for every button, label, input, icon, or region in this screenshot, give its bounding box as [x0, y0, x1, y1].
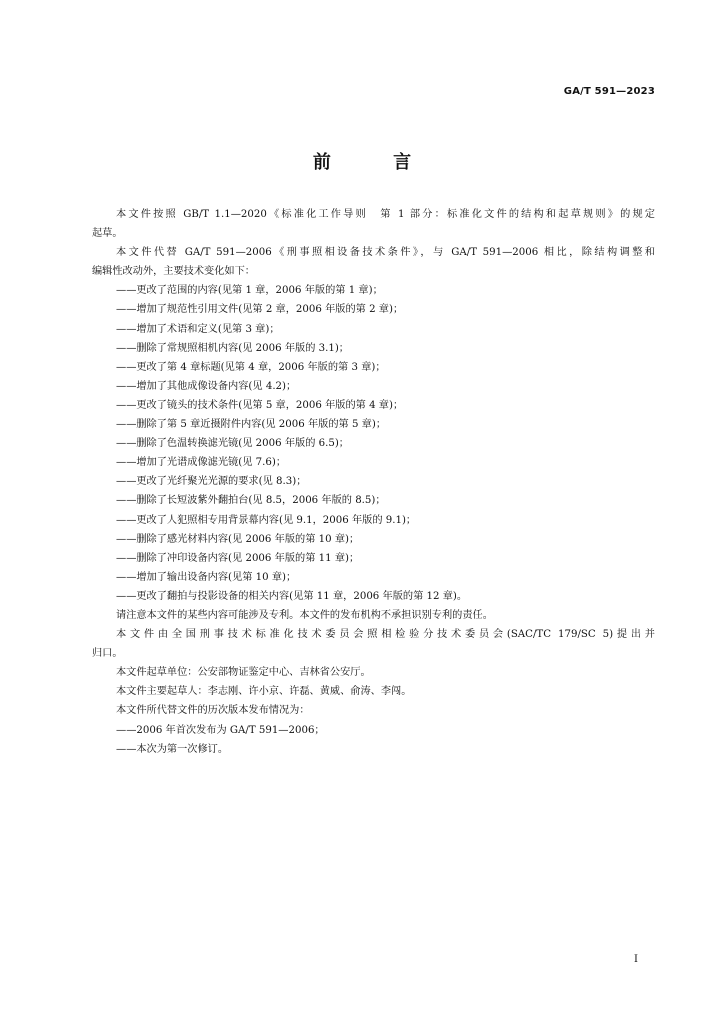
standard-code: GA/T 591—2023 [563, 86, 655, 97]
change-item: ——删除了感光材料内容(见 2006 年版的第 10 章)； [116, 533, 360, 545]
change-item: ——更改了镜头的技术条件(见第 5 章，2006 年版的第 4 章)； [116, 399, 404, 411]
change-item: ——删除了长短波紫外翻拍台(见 8.5，2006 年版的 8.5)； [116, 495, 386, 507]
page-title: 前 言 [312, 152, 440, 173]
change-item: ——增加了术语和定义(见第 3 章)； [116, 323, 280, 335]
paragraph-basis-line1: 本文件按照 GB/T 1.1—2020《标准化工作导则 第 1 部分：标准化文件的结构和起草规则》的规定 [116, 209, 655, 220]
change-item: ——增加了光谱成像滤光镜(见 7.6)； [116, 457, 287, 469]
change-item: ——增加了规范性引用文件(见第 2 章，2006 年版的第 2 章)； [116, 304, 404, 316]
change-item: ——增加了其他成像设备内容(见 4.2)； [116, 380, 297, 392]
change-item: ——更改了翻拍与投影设备的相关内容(见第 11 章，2006 年版的第 12 章)。 [116, 590, 468, 602]
change-item: ——删除了色温转换滤光镜(见 2006 年版的 6.5)； [116, 438, 349, 450]
drafting-units: 本文件起草单位：公安部物证鉴定中心、吉林省公安厅。 [116, 667, 371, 679]
change-item: ——更改了第 4 章标题(见第 4 章，2006 年版的第 3 章)； [116, 361, 386, 373]
change-item: ——删除了常规照相机内容(见 2006 年版的 3.1)； [116, 342, 349, 354]
history-intro: 本文件所代替文件的历次版本发布情况为： [116, 705, 310, 717]
change-item: ——更改了人犯照相专用背景幕内容(见 9.1，2006 年版的 9.1)； [116, 514, 417, 526]
change-item: ——增加了输出设备内容(见第 10 章)； [116, 571, 297, 583]
history-item: ——2006 年首次发布为 GA/T 591—2006； [116, 724, 325, 736]
drafters: 本文件主要起草人：李志刚、许小京、许磊、黄威、俞涛、李闯。 [116, 686, 412, 698]
history-item: ——本次为第一次修订。 [116, 743, 229, 755]
change-item: ——更改了光纤聚光光源的要求(见 8.3)； [116, 476, 307, 488]
patent-notice: 请注意本文件的某些内容可能涉及专利。本文件的发布机构不承担识别专利的责任。 [116, 609, 493, 621]
proposer-line2: 归口。 [92, 648, 123, 660]
paragraph-basis-line2: 起草。 [92, 228, 123, 240]
change-item: ——删除了冲印设备内容(见 2006 年版的第 11 章)； [116, 552, 360, 564]
change-item: ——删除了第 5 章近摄附件内容(见 2006 年版的第 5 章)； [116, 419, 387, 431]
paragraph-replaces-line2: 编辑性改动外，主要技术变化如下： [92, 266, 255, 278]
document-body [92, 205, 655, 759]
paragraph-replaces-line1: 本文件代替 GA/T 591—2006《刑事照相设备技术条件》，与 GA/T 591—2006 相比，除结构调整和 [116, 247, 655, 259]
page-number: I [634, 954, 638, 965]
change-item: ——更改了范围的内容(见第 1 章，2006 年版的第 1 章)； [116, 285, 383, 297]
proposer-line1: 本文件由全国刑事技术标准化技术委员会照相检验分技术委员会(SAC/TC 179/SC 5)提出并 [116, 629, 655, 641]
